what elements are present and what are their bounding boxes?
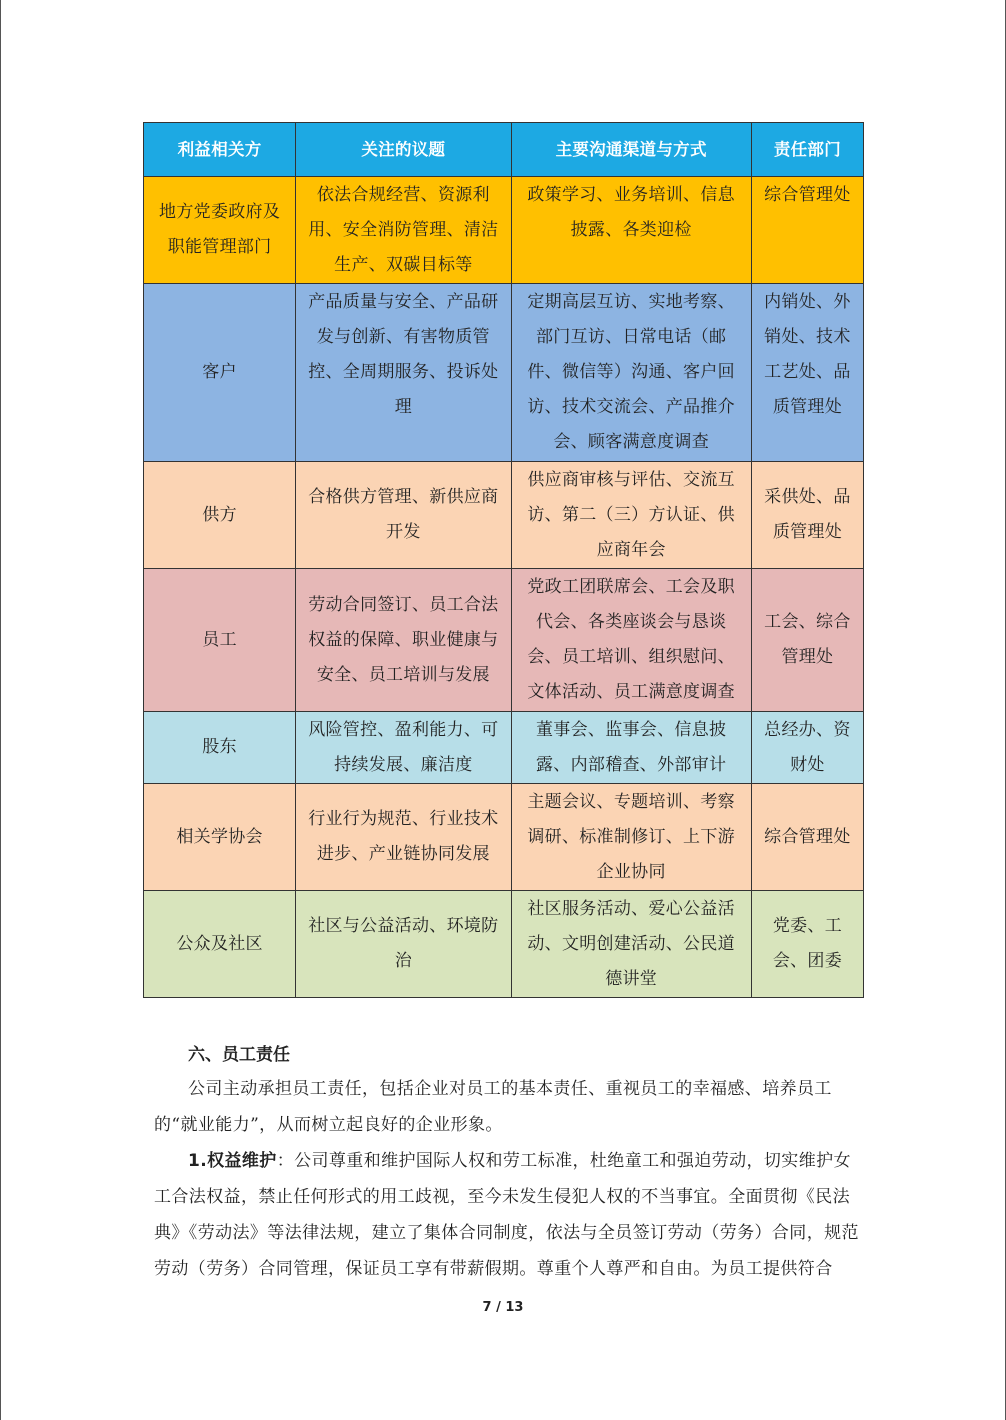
intro-paragraph: 公司主动承担员工责任，包括企业对员工的基本责任、重视员工的幸福感、培养员工的“就业能力”，从而树立起良好的企业形象。	[154, 1079, 832, 1135]
cell-topics: 合格供方管理、新供应商开发	[296, 462, 511, 569]
cell-party: 员工	[144, 569, 296, 712]
rights-lead-colon: ：	[276, 1151, 295, 1171]
rights-lead: 1.权益维护	[188, 1151, 277, 1171]
cell-channels: 政策学习、业务培训、信息披露、各类迎检	[511, 177, 751, 284]
cell-dept: 综合管理处	[751, 177, 863, 284]
cell-channels: 社区服务活动、爱心公益活动、文明创建活动、公民道德讲堂	[511, 891, 751, 998]
table-row	[144, 462, 864, 569]
cell-party: 供方	[144, 462, 296, 569]
table-row	[144, 712, 864, 784]
cell-channels: 主题会议、专题培训、考察调研、标准制修订、上下游企业协同	[511, 784, 751, 891]
cell-channels: 董事会、监事会、信息披露、内部稽查、外部审计	[511, 712, 751, 784]
cell-dept: 内销处、外销处、技术工艺处、品质管理处	[751, 284, 863, 462]
section-title: 六、员工责任	[188, 1045, 290, 1065]
cell-channels: 供应商审核与评估、交流互访、第二（三）方认证、供应商年会	[511, 462, 751, 569]
header-channels: 主要沟通渠道与方式	[511, 123, 751, 177]
page-border-left	[0, 0, 1, 1420]
cell-channels: 定期高层互访、实地考察、部门互访、日常电话（邮件、微信等）沟通、客户回访、技术交流会、产品推介会、顾客满意度调查	[511, 284, 751, 462]
cell-topics: 风险管控、盈利能力、可持续发展、廉洁度	[296, 712, 511, 784]
page-number: 7 / 13	[482, 1300, 524, 1315]
cell-topics: 产品质量与安全、产品研发与创新、有害物质管控、全周期服务、投诉处理	[296, 284, 511, 462]
cell-dept: 党委、工会、团委	[751, 891, 863, 998]
cell-topics: 劳动合同签订、员工合法权益的保障、职业健康与安全、员工培训与发展	[296, 569, 511, 712]
table-row	[144, 284, 864, 462]
cell-party: 客户	[144, 284, 296, 462]
rights-body: 公司尊重和维护国际人权和劳工标准，杜绝童工和强迫劳动，切实维护女工合法权益，禁止任何形式的用工歧视，至今未发生侵犯人权的不当事宜。全面贯彻《民法典》《劳动法》等法律法规，建立了集体合同制度，依法与全员签订劳动（劳务）合同，规范劳动（劳务）合同管理，保证员工享有带薪假期。尊重个人尊严和自由。为员工提供符合	[154, 1151, 859, 1279]
cell-topics: 依法合规经营、资源利用、安全消防管理、清洁生产、双碳目标等	[296, 177, 511, 284]
header-party: 利益相关方	[144, 123, 296, 177]
cell-topics: 行业行为规范、行业技术进步、产业链协同发展	[296, 784, 511, 891]
table-row	[144, 891, 864, 998]
cell-topics: 社区与公益活动、环境防治	[296, 891, 511, 998]
cell-party: 相关学协会	[144, 784, 296, 891]
table-header-row	[144, 123, 864, 177]
rights-paragraph	[154, 1143, 860, 1287]
table-row	[144, 177, 864, 284]
cell-dept: 综合管理处	[751, 784, 863, 891]
table-row	[144, 784, 864, 891]
header-dept: 责任部门	[751, 123, 863, 177]
cell-party: 股东	[144, 712, 296, 784]
cell-dept: 总经办、资财处	[751, 712, 863, 784]
table-row	[144, 569, 864, 712]
cell-dept: 采供处、品质管理处	[751, 462, 863, 569]
cell-channels: 党政工团联席会、工会及职代会、各类座谈会与恳谈会、员工培训、组织慰问、文体活动、员工满意度调查	[511, 569, 751, 712]
stakeholder-table	[143, 122, 864, 998]
cell-party: 地方党委政府及职能管理部门	[144, 177, 296, 284]
cell-dept: 工会、综合管理处	[751, 569, 863, 712]
cell-party: 公众及社区	[144, 891, 296, 998]
header-topics: 关注的议题	[296, 123, 511, 177]
